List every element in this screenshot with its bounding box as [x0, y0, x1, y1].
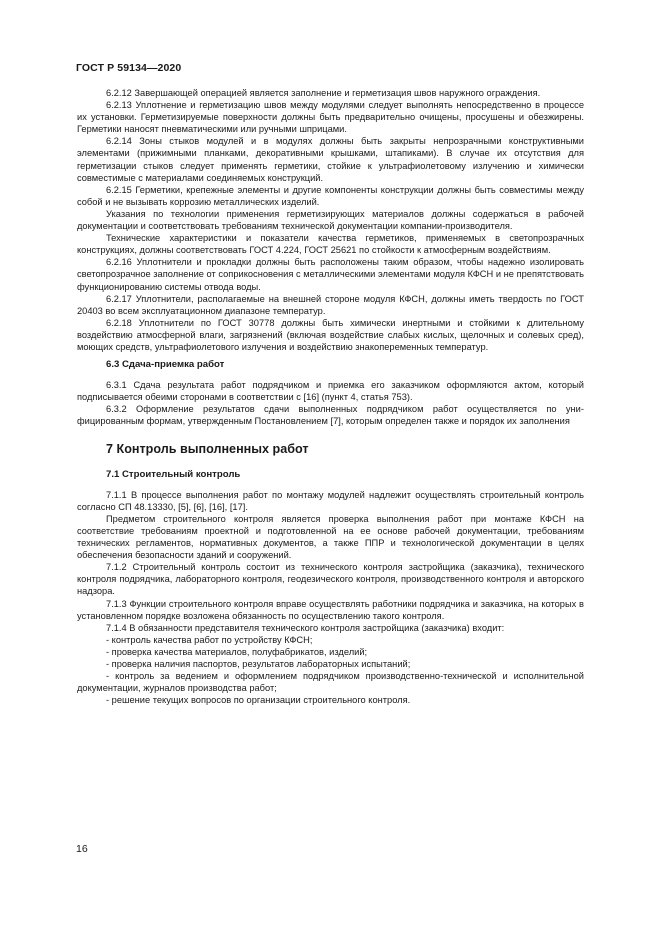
document-body	[77, 87, 584, 706]
paragraph-sealant-instructions: Указания по технологии применения герметизирующих материалов должны содержаться в рабочей документации и соответствовать требованиям технической документации компании-производителя.	[77, 208, 584, 232]
section-heading-6-3: 6.3 Сдача-приемка работ	[106, 359, 225, 371]
paragraph-6-2-18: 6.2.18 Уплотнители по ГОСТ 30778 должны быть химически инертными и стойкими к длительному воздействию атмосферной влаги, загрязнений (включая воздействие слабых кислых, щелочных и солевых сред), моющих средств, ультрафиолетового излучения и воздействию знакопеременных температур.	[77, 317, 584, 352]
page-number: 16	[76, 843, 88, 855]
list-item: - контроль качества работ по устройству КФСН;	[106, 634, 313, 645]
paragraph-6-3-2: 6.3.2 Оформление результатов сдачи выполненных подрядчиком работ осуществляется по унифицированным формам, утвержденным Постановлением [7], которым определен также и порядок их заполнения	[77, 404, 584, 427]
paragraph-6-2-17: 6.2.17 Уплотнители, располагаемые на внешней стороне модуля КФСН, должны иметь твердость по ГОСТ 20403 во всем эксплуатационном диапазоне температур.	[77, 293, 584, 316]
list-item: - решение текущих вопросов по организации строительного контроля.	[106, 695, 411, 706]
paragraph-7-1-3: 7.1.3 Функции строительного контроля вправе осуществлять работники подрядчика и заказчика, на которых в установленном порядке возложена обязанность по осуществлению такого контроля.	[77, 598, 584, 621]
list-item: - проверка качества материалов, полуфабрикатов, изделий;	[106, 646, 368, 657]
list-item: - проверка наличия паспортов, результатов лабораторных испытаний;	[106, 659, 411, 670]
paragraph-6-3-1: 6.3.1 Сдача результата работ подрядчиком и приемка его заказчиком оформляются актом, который подписывается обеими сторонами в соответствии с [16] (пункт 4, статья 753).	[77, 380, 584, 403]
paragraph-6-2-12: 6.2.12 Завершающей операцией является заполнение и герметизация швов наружного ограждения.	[106, 88, 541, 98]
document-header-standard-id: ГОСТ Р 59134—2020	[76, 62, 182, 74]
paragraph-6-2-14: 6.2.14 Зоны стыков модулей и в модулях должны быть закрыты непрозрачными конструктивными элементами (прижимными планками, декоративными крышками, штапиками). В случае их отсутствия для герметизации стыков следует применять герметики, стойкие к ультрафиолетовому излучению и химически совместимые с материалами соединяемых конструкций.	[77, 136, 584, 183]
list-item: - контроль за ведением и оформлением подрядчиком производственно-технической и исполнительной документации, журналов производства работ;	[77, 671, 584, 694]
paragraph-sealant-tech-characteristics: Технические характеристики и показатели качества герметиков, применяемых в светопрозрачных конструкциях, должны соответствовать ГОСТ 4.224, ГОСТ 25621 по стойкости к атмосферным воздействиям.	[77, 233, 584, 256]
paragraph-7-1-4: 7.1.4 В обязанности представителя технического контроля застройщика (заказчика) входит:	[106, 622, 505, 633]
paragraph-6-2-15: 6.2.15 Герметики, крепежные элементы и другие компоненты конструкции должны быть совместимы между собой и не вызывать коррозию металлических изделий.	[77, 184, 584, 207]
chapter-heading-7: 7 Контроль выполненных работ	[106, 441, 309, 456]
paragraph-control-subject: Предметом строительного контроля является проверка выполнения работ при монтаже КФСН на соответствие требованиям проектной и подготовленной на ее основе рабочей документации, требованиям технических регламентов, нормативных документов, а также ППР и технологической документации в целях обеспечения безопасности зданий и сооружений.	[77, 513, 584, 561]
paragraph-6-2-13: 6.2.13 Уплотнение и герметизацию швов между модулями следует выполнять непосредственно в процессе их установки. Герметизируемые поверхности должны быть предварительно очищены, просушены и обезжирены. Герметики наносят пневматическими или ручными шприцами.	[77, 100, 584, 135]
section-heading-7-1: 7.1 Строительный контроль	[106, 468, 241, 480]
paragraph-6-2-16: 6.2.16 Уплотнители и прокладки должны быть расположены таким образом, чтобы надежно изолировать светопрозрачное заполнение от соприкосновения с металлическими элементами модуля КФСН и не препятствовать функционированию системы отвода воды.	[77, 257, 584, 292]
paragraph-7-1-1: 7.1.1 В процессе выполнения работ по монтажу модулей надлежит осуществлять строительный контроль согласно СП 48.13330, [5], [6], [16], [17].	[77, 489, 584, 512]
paragraph-7-1-2: 7.1.2 Строительный контроль состоит из технического контроля застройщика (заказчика), технического контроля подрядчика, лабораторного контроля, геодезического контроля, производственного контроля и авторского надзора.	[77, 562, 584, 597]
